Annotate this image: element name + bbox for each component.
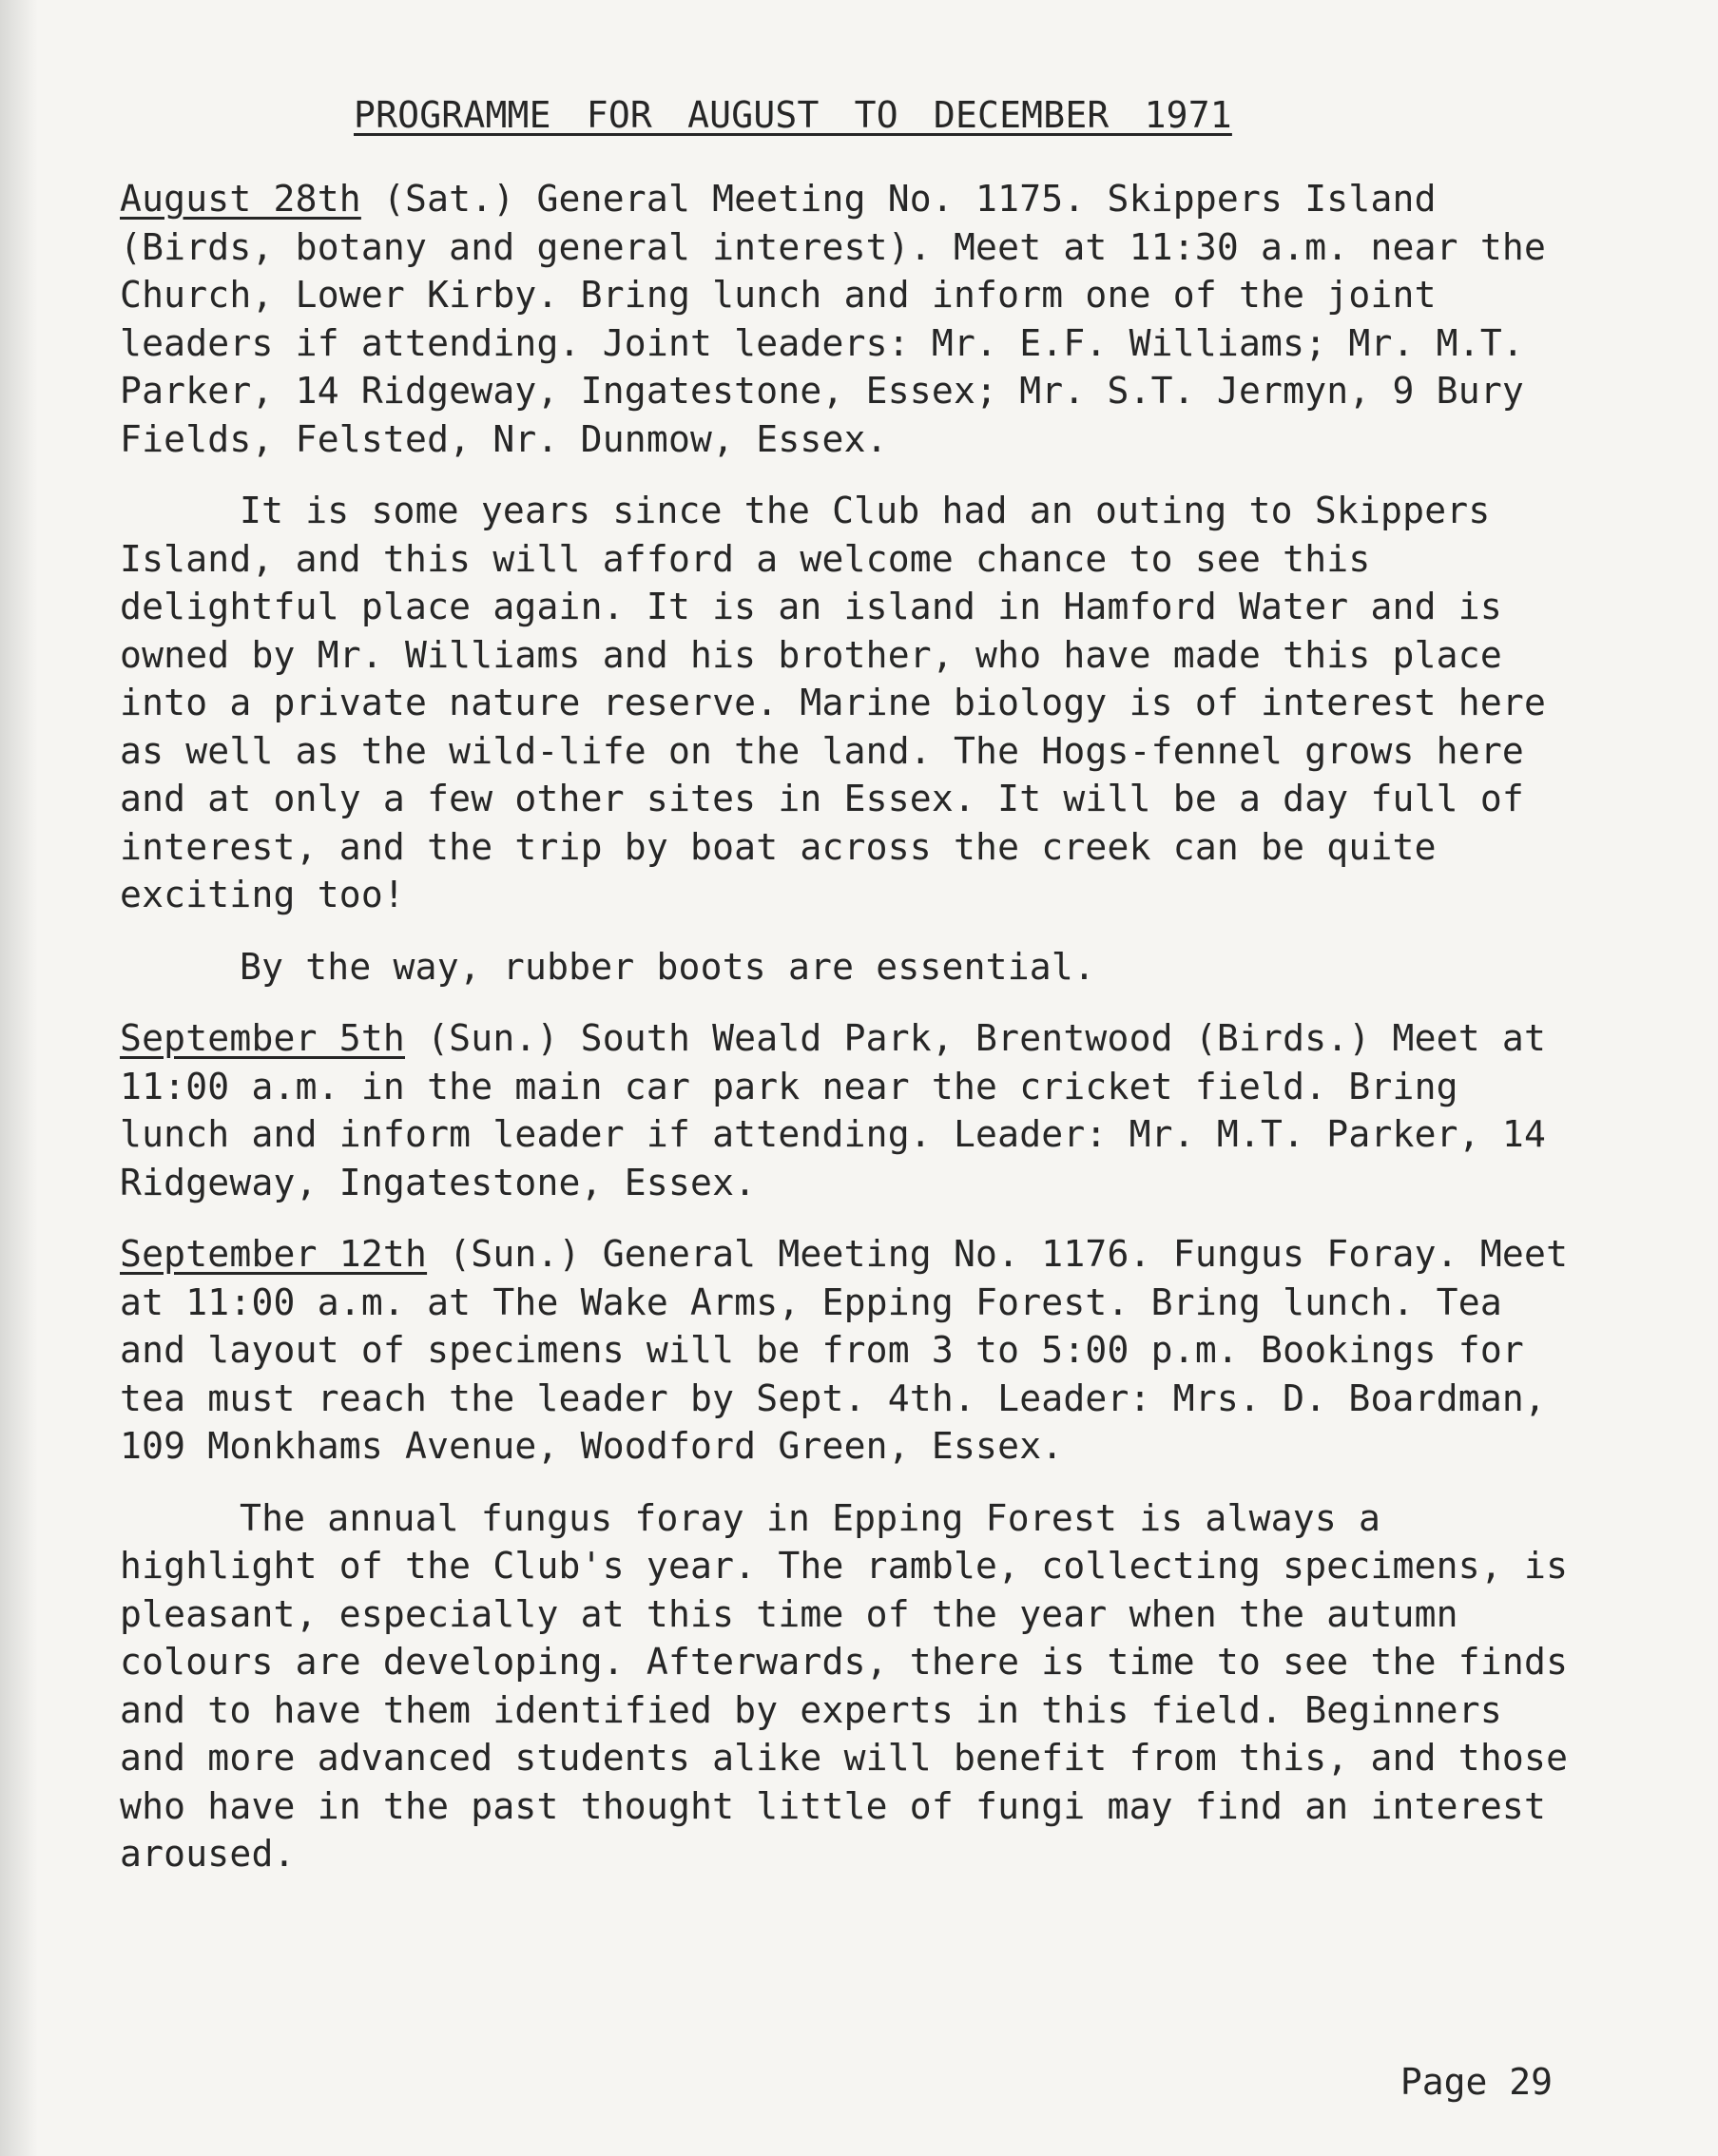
entry-date: September 12th — [120, 1233, 428, 1275]
entry-date: August 28th — [120, 178, 361, 220]
boots-note: By the way, rubber boots are essential. — [240, 945, 1096, 988]
scan-edge-shadow — [0, 0, 38, 2156]
entry-text: (Sun.) South Weald Park, Brentwood (Birds.) Meet at 11:00 a.m. in the main car park near the cricket field. Bring lunch and inform leader if attending. Leader: Mr. M.T. Parker, 14 Ridgeway, Ingatestone, Essex. — [120, 1017, 1547, 1203]
entry-august-28 — [120, 175, 1574, 463]
page-number: Page 29 — [1399, 2061, 1553, 2103]
entry-text: (Sat.) General Meeting No. 1175. Skippers Island (Birds, botany and general interest). Meet at 11:30 a.m. near the Church, Lower Kirby. Bring lunch and inform one of the joint leaders if attending. Joint leaders: Mr. E.F. Williams; Mr. M.T. Parker, 14 Ridgeway, Ingatestone, Essex; Mr. S.T. Jermyn, 9 Bury Fields, Felsted, Nr. Dunmow, Essex. — [120, 178, 1547, 460]
document-page — [120, 91, 1574, 1902]
skippers-description: It is some years since the Club had an outing to Skippers Island, and this will afford a welcome chance to see this delightful place again. It is an island in Hamford Water and is owned by Mr. Williams and his brother, who have made this place into a private nature reserve. Marine biology is of interest here as well as the wild-life on the land. The Hogs-fennel grows here and at only a few other sites in Essex. It will be a day full of interest, and the trip by boat across the creek can be quite exciting too! — [120, 490, 1547, 915]
entry-september-5 — [120, 1014, 1574, 1206]
entry-date: September 5th — [120, 1017, 406, 1059]
fungus-description: The annual fungus foray in Epping Forest is always a highlight of the Club's year. The ramble, collecting specimens, is pleasant, especially at this time of the year when the autumn colours are developing. Afterwards, there is time to see the finds and to have them identified by experts in this field. Beginners and more advanced students alike will benefit from this, and those who have in the past thought little of fungi may find an interest aroused. — [120, 1496, 1569, 1875]
entry-text: (Sun.) General Meeting No. 1176. Fungus Foray. Meet at 11:00 a.m. at The Wake Arms, Epping Forest. Bring lunch. Tea and layout of specimens will be from 3 to 5:00 p.m. Bookings for tea must reach the leader by Sept. 4th. Leader: Mrs. D. Boardman, 109 Monkhams Avenue, Woodford Green, Essex. — [120, 1233, 1569, 1467]
programme-title: PROGRAMME FOR AUGUST TO DECEMBER 1971 — [354, 94, 1232, 136]
entry-september-12 — [120, 1230, 1574, 1471]
